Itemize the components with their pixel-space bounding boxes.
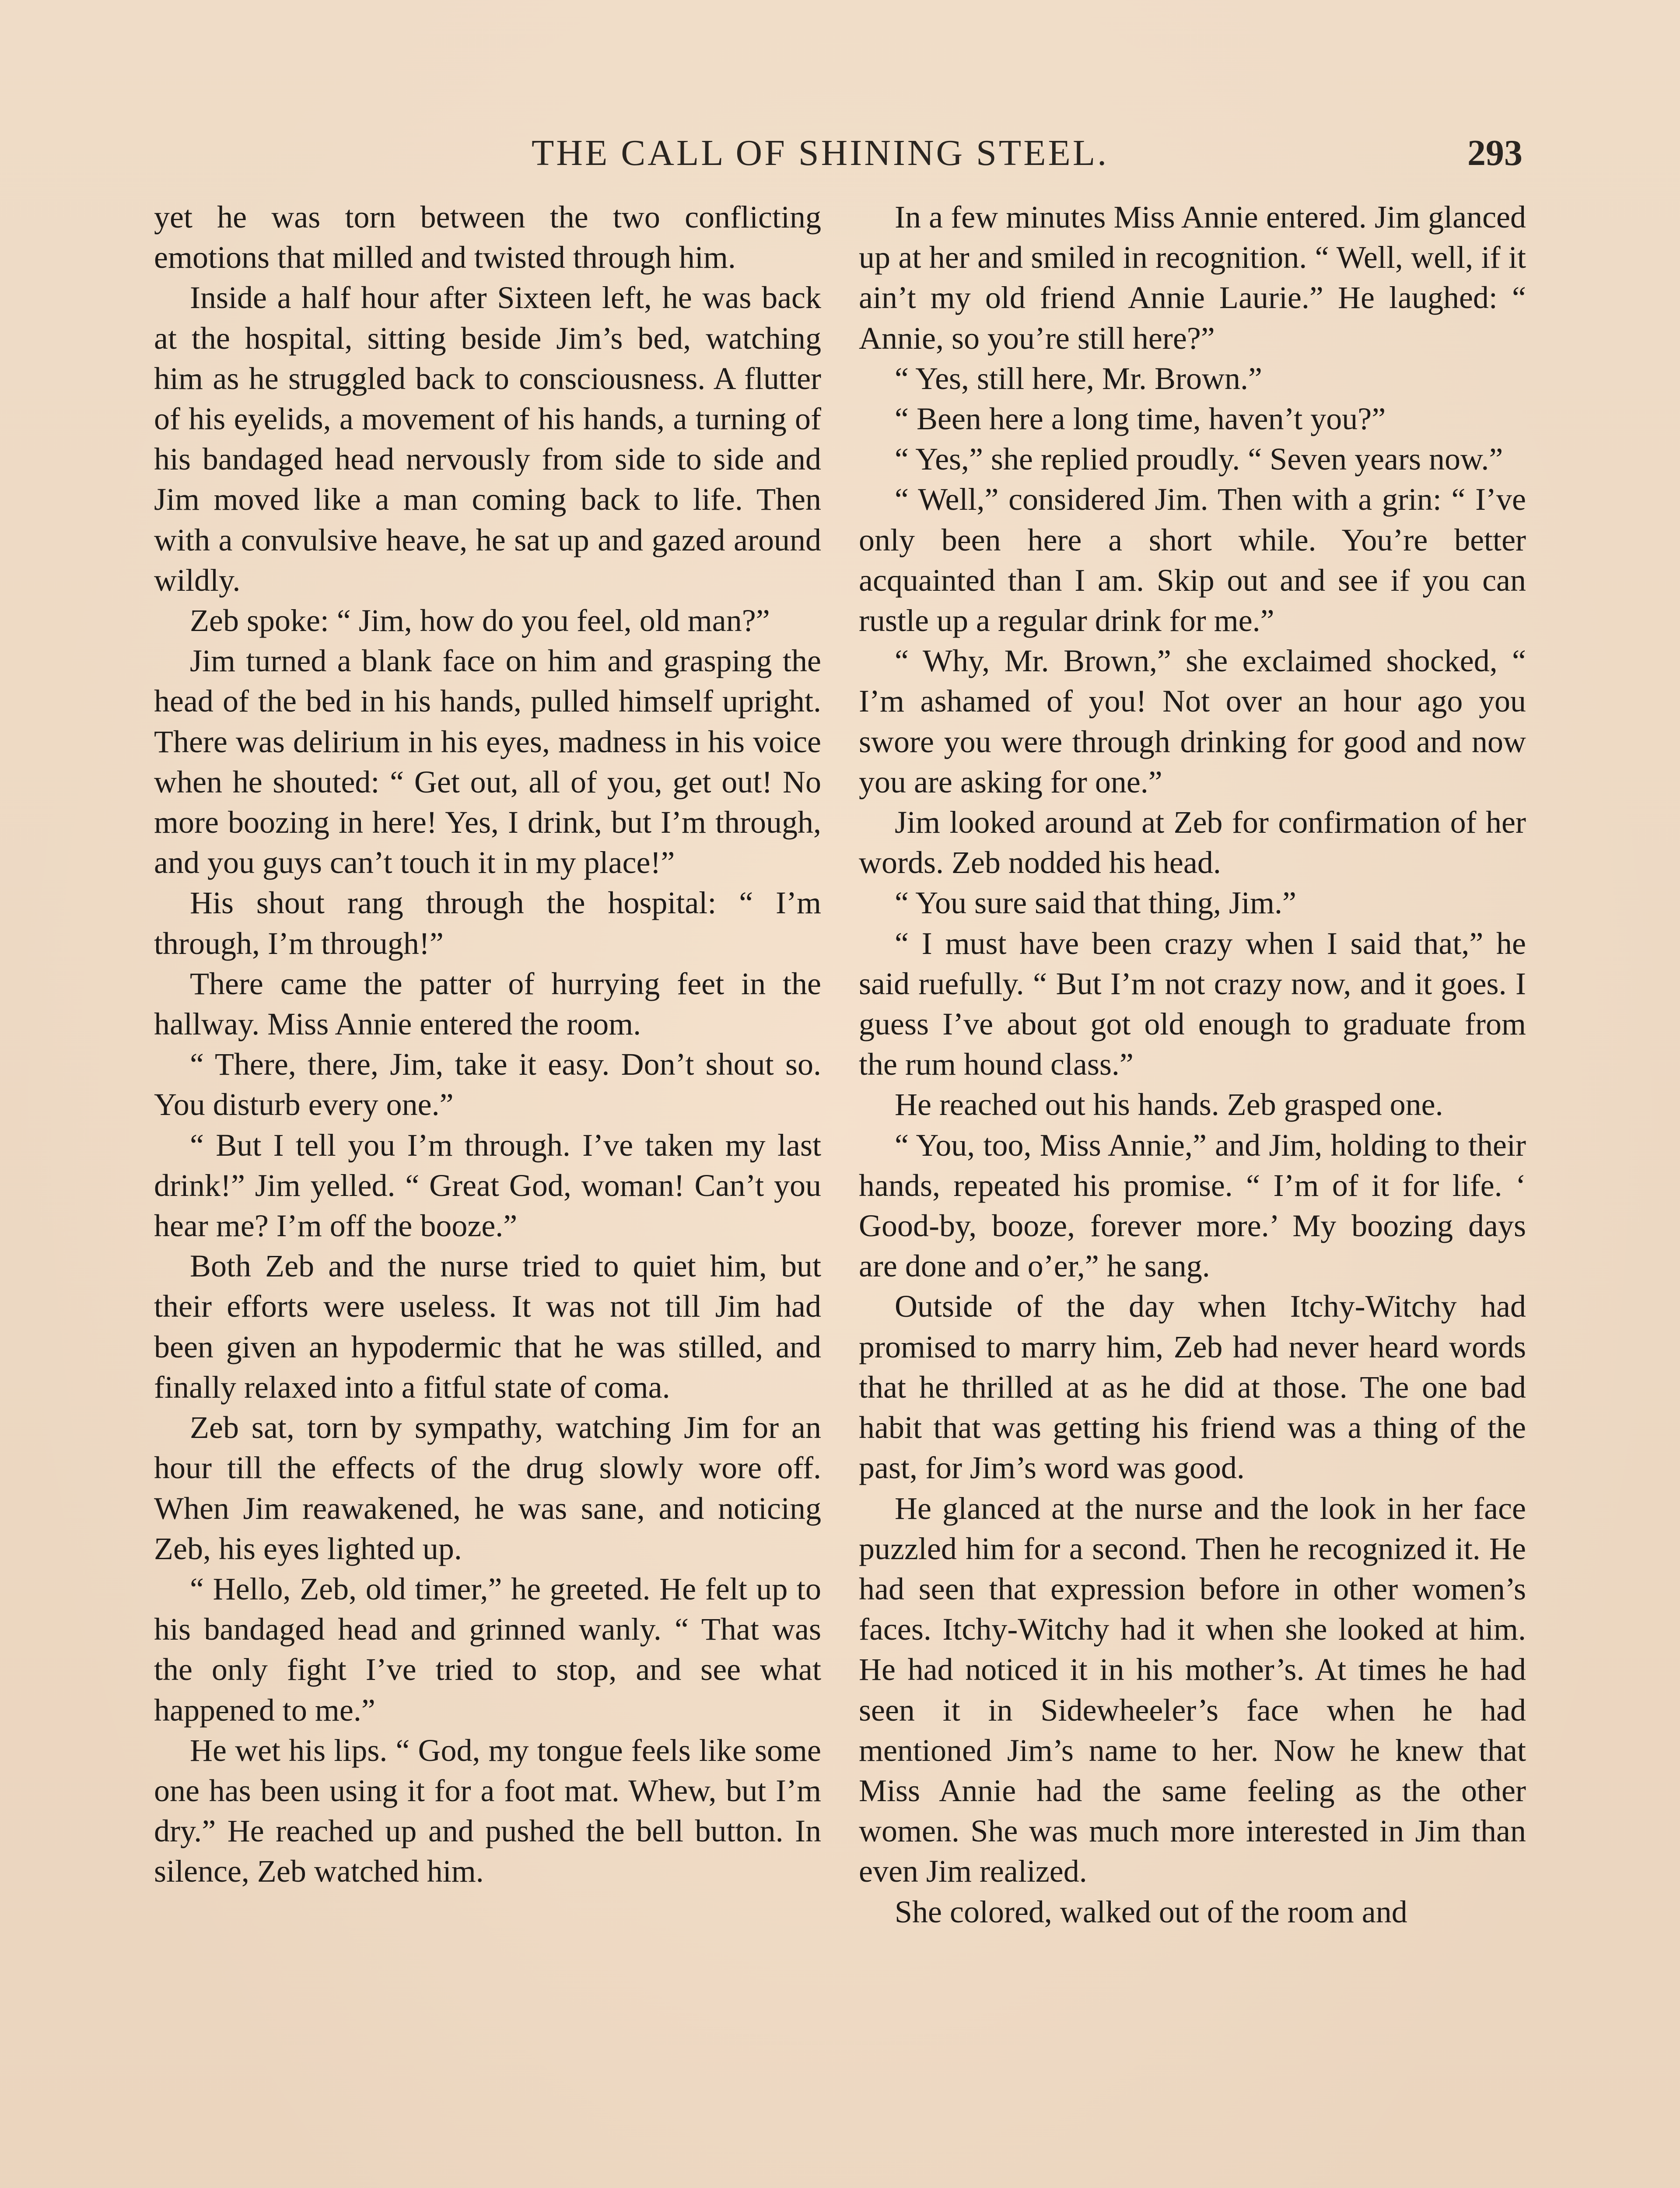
paragraph: Inside a half hour after Sixteen left, he was back at the hospital, sitting beside Jim’s bed, watching him as he struggled back to consciousness. A flutter of his eyelids, a movement of his hands, a turning of his bandaged head nervously from side to side and Jim moved like a man coming back to life. Then with a convulsive heave, he sat up and gazed around wildly.	[154, 280, 821, 598]
paragraph: Zeb sat, torn by sympathy, watching Jim for an hour till the effects of the drug slowly wore off. When Jim reawakened, he was sane, and noticing Zeb, his eyes lighted up.	[154, 1410, 821, 1566]
paragraph: “ Why, Mr. Brown,” she exclaimed shocked, “ I’m ashamed of you! Not over an hour ago you swore you were through drinking for good and now you are asking for one.”	[859, 643, 1526, 799]
paragraph: Zeb spoke: “ Jim, how do you feel, old man?”	[190, 603, 770, 638]
paragraph: Jim looked around at Zeb for confirmation of her words. Zeb nodded his head.	[859, 805, 1526, 880]
right-column	[859, 197, 1526, 1932]
paragraph: “ Yes,” she replied proudly. “ Seven years now.”	[895, 442, 1503, 477]
paragraph: “ There, there, Jim, take it easy. Don’t shout so. You disturb every one.”	[154, 1047, 821, 1122]
paragraph: His shout rang through the hospital: “ I’m through, I’m through!”	[154, 885, 821, 961]
paragraph: He glanced at the nurse and the look in her face puzzled him for a second. Then he recognized it. He had seen that expression before in other women’s faces. Itchy-Witchy had it when she looked at him. He had noticed it in his mother’s. At times he had seen it in Sidewheeler’s face when he had mentioned Jim’s name to her. Now he knew that Miss Annie had the same feeling as the other women. She was much more interested in Jim than even Jim realized.	[859, 1490, 1526, 1889]
page-number: 293	[1467, 133, 1522, 173]
paragraph: “ I must have been crazy when I said that,” he said ruefully. “ But I’m not crazy now, and it goes. I guess I’ve about got old enough to graduate from the rum hound class.”	[859, 926, 1526, 1082]
paragraph: yet he was torn between the two conflicting emotions that milled and twisted through him.	[154, 200, 821, 275]
running-header	[158, 127, 1522, 179]
paragraph: In a few minutes Miss Annie entered. Jim glanced up at her and smiled in recognition. “ Well, well, if it ain’t my old friend Annie Laurie.” He laughed: “ Annie, so you’re still here?”	[859, 200, 1526, 356]
paragraph: “ Yes, still here, Mr. Brown.”	[895, 361, 1262, 396]
paragraph: There came the patter of hurrying feet in the hallway. Miss Annie entered the room.	[154, 966, 821, 1042]
running-title: THE CALL OF SHINING STEEL.	[532, 133, 1109, 173]
paragraph: “ You sure said that thing, Jim.”	[895, 885, 1296, 921]
paragraph: “ But I tell you I’m through. I’ve taken my last drink!” Jim yelled. “ Great God, woman! Can’t you hear me? I’m off the booze.”	[154, 1127, 821, 1244]
paragraph: She colored, walked out of the room and	[895, 1894, 1407, 1929]
paragraph: “ Hello, Zeb, old timer,” he greeted. He felt up to his bandaged head and grinned wanly. “ That was the only fight I’ve tried to stop, and see what happened to me.”	[154, 1571, 821, 1728]
left-column	[154, 197, 821, 1892]
paragraph: Outside of the day when Itchy-Witchy had promised to marry him, Zeb had never heard words that he thrilled at as he did at those. The one bad habit that was getting his friend was a thing of the past, for Jim’s word was good.	[859, 1289, 1526, 1486]
paragraph: “ Been here a long time, haven’t you?”	[895, 401, 1386, 437]
paragraph: “ Well,” considered Jim. Then with a grin: “ I’ve only been here a short while. You’re better acquainted than I am. Skip out and see if you can rustle up a regular drink for me.”	[859, 482, 1526, 638]
paragraph: Jim turned a blank face on him and grasping the head of the bed in his hands, pulled himself upright. There was delirium in his eyes, madness in his voice when he shouted: “ Get out, all of you, get out! No more boozing in here! Yes, I drink, but I’m through, and you guys can’t touch it in my place!”	[154, 643, 821, 880]
paragraph: “ You, too, Miss Annie,” and Jim, holding to their hands, repeated his promise. “ I’m of it for life. ‘ Good-by, booze, forever more.’ My boozing days are done and o’er,” he sang.	[859, 1127, 1526, 1284]
paragraph: He reached out his hands. Zeb grasped one.	[895, 1087, 1443, 1122]
paragraph: He wet his lips. “ God, my tongue feels like some one has been using it for a foot mat. Whew, but I’m dry.” He reached up and pushed the bell button. In silence, Zeb watched him.	[154, 1732, 821, 1889]
paragraph: Both Zeb and the nurse tried to quiet him, but their efforts were useless. It was not till Jim had been given an hypodermic that he was stilled, and finally relaxed into a fitful state of coma.	[154, 1248, 821, 1405]
